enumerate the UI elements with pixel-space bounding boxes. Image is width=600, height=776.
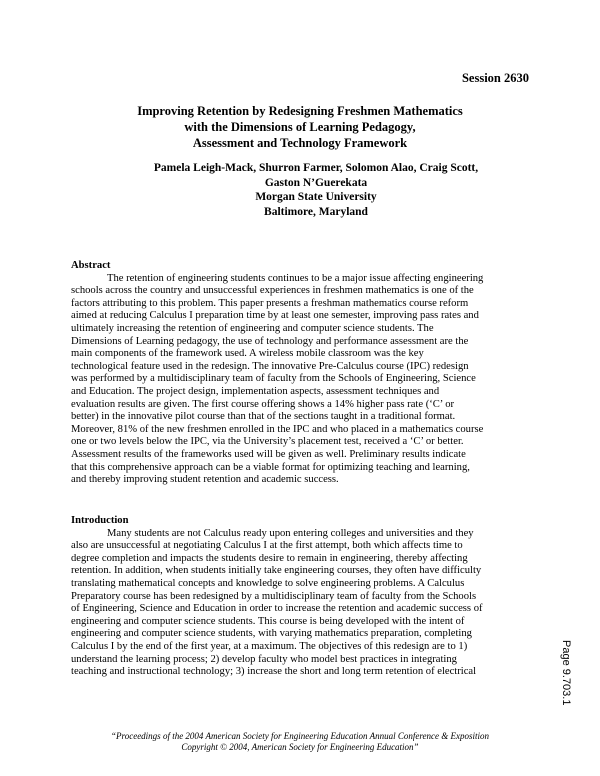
text-line: that this comprehensive approach can be a viable format for optimizing teaching and learning, xyxy=(71,461,470,473)
text-line: was performed by a multidisciplinary team of faculty from the Schools of Engineering, Science xyxy=(71,373,476,385)
text-line: engineering and computer science students, with varying mathematics preparation, completing xyxy=(71,628,472,640)
footer-line: Copyright © 2004, American Society for Engineering Education” xyxy=(181,742,419,752)
text-line: main components of the framework used. A wireless mobile classroom was the key xyxy=(71,348,424,360)
text-line: Moreover, 81% of the new freshmen enrolled in the IPC and who placed in a mathematics course xyxy=(71,423,484,435)
session-number: Session 2630 xyxy=(461,71,529,85)
section-heading: Abstract xyxy=(71,260,111,271)
footer-line: “Proceedings of the 2004 American Society for Engineering Education Annual Conference & Exposition xyxy=(111,731,489,741)
text-line: technological feature used in the redesign. The innovative Pre-Calculus course (IPC) redesign xyxy=(71,360,469,372)
text-line: aimed at reducing Calculus I preparation time by at least one semester, improving pass rates and xyxy=(71,310,479,322)
text-line: degree completion and impacts the students desire to remain in engineering, thereby affecting xyxy=(71,552,468,564)
text-line: better) in the innovative pilot course than that of the sections taught in a traditional format. xyxy=(71,411,456,423)
text-line: and thereby improving student retention and academic success. xyxy=(71,474,339,486)
text-line: factors attributing to this problem. This paper presents a freshman mathematics course reform xyxy=(71,297,469,309)
abstract-section xyxy=(71,260,531,487)
text-line: ultimately increasing the retention of engineering and computer science students. The xyxy=(71,322,434,334)
text-line: schools across the country and unsuccessful experiences in freshmen mathematics is one of the xyxy=(71,285,474,297)
page-number: Page 9.703.1 xyxy=(560,640,572,706)
text-line: Calculus I by the end of the first year, at a maximum. The objectives of this redesign are to 1) xyxy=(71,640,468,652)
text-line: Preparatory course has been redesigned by a multidisciplinary team of faculty from the Schools xyxy=(71,590,477,602)
text-line: Dimensions of Learning pedagogy, the use of technology and performance assessment are the xyxy=(71,335,469,347)
section-heading: Introduction xyxy=(71,515,129,526)
text-line: Assessment results of the frameworks used will be given as well. Preliminary results indicate xyxy=(71,448,466,460)
location: Baltimore, Maryland xyxy=(264,205,368,218)
title-line: Assessment and Technology Framework xyxy=(192,136,408,150)
text-line: of Engineering, Science and Education in order to increase the retention and academic success of xyxy=(71,603,483,615)
text-line: also are unsuccessful at negotiating Calculus I at the first attempt, both which affects time to xyxy=(71,540,463,552)
title-line: Improving Retention by Redesigning Freshmen Mathematics xyxy=(137,104,463,118)
introduction-section xyxy=(71,515,531,679)
title-line: with the Dimensions of Learning Pedagogy, xyxy=(184,120,416,134)
author-names: Pamela Leigh-Mack, Shurron Farmer, Solomon Alao, Craig Scott, xyxy=(153,162,479,174)
text-line: The retention of engineering students continues to be a major issue affecting engineering xyxy=(107,272,484,284)
paper-title xyxy=(0,103,600,151)
text-line: engineering and computer science students. This course is being developed with the intent of xyxy=(71,615,465,627)
text-line: and Education. The project design, implementation aspects, assessment techniques and xyxy=(71,385,440,397)
text-line: translating mathematical concepts and knowledge to solve engineering problems. A Calculus xyxy=(71,577,465,589)
text-line: Many students are not Calculus ready upon entering colleges and universities and they xyxy=(107,527,474,539)
text-line: evaluation results are given. The first course offering shows a 14% higher pass rate (‘C’ or xyxy=(71,398,455,410)
text-line: teaching and instructional technology; 3) increase the short and long term retention of electrical xyxy=(71,666,477,678)
author-block xyxy=(96,161,536,219)
footer xyxy=(0,731,600,753)
text-line: understand the learning process; 2) develop faculty who model best practices in integrating xyxy=(71,653,457,665)
text-line: one or two levels below the IPC, via the University’s placement test, received a ‘C’ or better. xyxy=(71,436,464,448)
affiliation: Morgan State University xyxy=(255,191,377,203)
author-names: Gaston N’Guerekata xyxy=(264,176,368,189)
text-line: retention. In addition, when students initially take engineering courses, they often have difficulty xyxy=(71,565,482,577)
